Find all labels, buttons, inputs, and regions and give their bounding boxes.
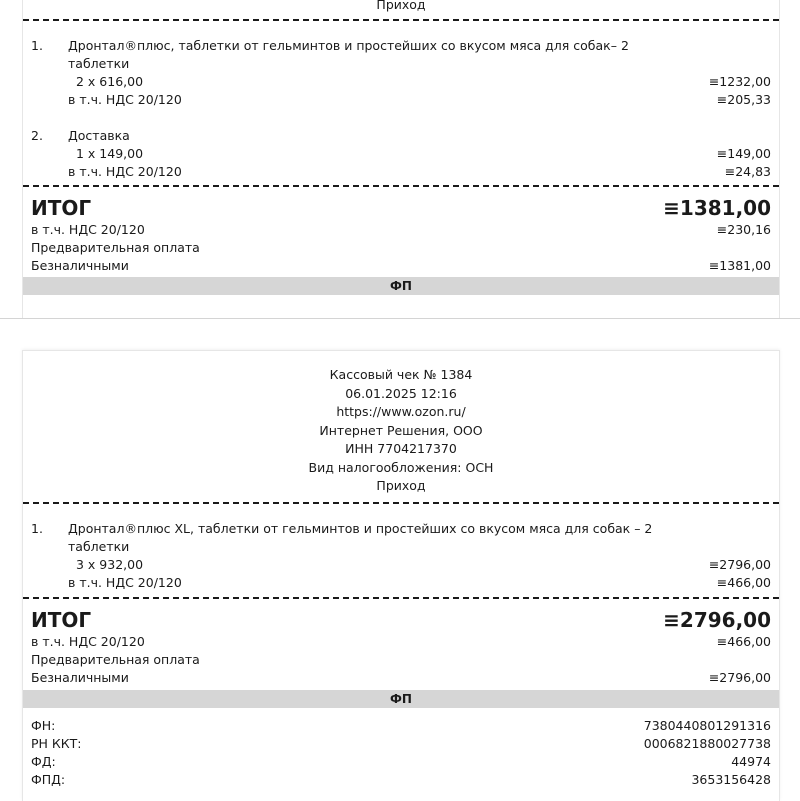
item-vat-label: в т.ч. НДС 20/120 — [68, 91, 182, 107]
receipt-datetime: 06.01.2025 12:16 — [345, 385, 457, 401]
receipt-1-operation: Приход — [376, 0, 426, 12]
fiscal-label: ФПД: — [31, 771, 66, 787]
fiscal-value: 0006821880027738 — [643, 735, 771, 751]
receipt-inn: ИНН 7704217370 — [345, 441, 457, 456]
cashless-label: Безналичными — [31, 257, 129, 273]
prepayment-label: Предварительная оплата — [31, 651, 200, 667]
item-vat: ≡466,00 — [716, 574, 771, 590]
fp-section-header: ФП — [23, 277, 779, 295]
item-sum: ≡149,00 — [716, 145, 771, 161]
screenshot-separator — [0, 318, 800, 351]
prepayment-label: Предварительная оплата — [31, 239, 200, 255]
cashless-amount: ≡1381,00 — [708, 257, 771, 273]
fiscal-value: 7380440801291316 — [643, 717, 771, 733]
total-amount: ≡2796,00 — [663, 607, 771, 632]
item-quantity-price: 2 x 616,00 — [76, 73, 144, 89]
total-label: ИТОГ — [31, 195, 92, 220]
receipt-1-item-2 — [23, 127, 779, 181]
item-quantity-price: 1 x 149,00 — [76, 145, 144, 161]
receipt-2-total — [23, 607, 779, 633]
cashless-label: Безналичными — [31, 669, 129, 685]
item-sum: ≡1232,00 — [708, 73, 771, 89]
receipt-1-total — [23, 195, 779, 221]
item-number: 1. — [31, 37, 43, 53]
fiscal-label: ФД: — [31, 753, 56, 769]
item-sum: ≡2796,00 — [708, 556, 771, 572]
total-vat-label: в т.ч. НДС 20/120 — [31, 633, 145, 649]
item-number: 1. — [31, 520, 43, 536]
total-vat: ≡466,00 — [716, 633, 771, 649]
receipt-1 — [22, 0, 780, 318]
receipt-title: Кассовый чек № 1384 — [329, 367, 473, 382]
receipt-company: Интернет Решения, ООО — [319, 422, 483, 438]
item-vat: ≡24,83 — [724, 163, 771, 179]
receipt-2-item-1 — [23, 520, 779, 592]
cashless-amount: ≡2796,00 — [708, 669, 771, 685]
item-vat: ≡205,33 — [716, 91, 771, 107]
receipt-1-item-1 — [23, 37, 779, 109]
receipt-operation: Приход — [376, 478, 426, 493]
item-name: Дронтал®плюс XL, таблетки от гельминтов и простейших со вкусом мяса для собак – 2 таблетки — [68, 520, 653, 554]
item-quantity-price: 3 x 932,00 — [76, 556, 144, 572]
item-vat-label: в т.ч. НДС 20/120 — [68, 163, 182, 179]
total-label: ИТОГ — [31, 607, 92, 632]
fiscal-label: ФН: — [31, 717, 56, 733]
fiscal-data — [23, 717, 779, 789]
fiscal-value: 44974 — [731, 753, 771, 769]
item-name: Доставка — [68, 127, 130, 143]
fp-section-header: ФП — [23, 690, 779, 708]
total-vat-label: в т.ч. НДС 20/120 — [31, 221, 145, 237]
fiscal-label: РН ККТ: — [31, 735, 82, 751]
fiscal-value: 3653156428 — [691, 771, 771, 787]
item-vat-label: в т.ч. НДС 20/120 — [68, 574, 182, 590]
total-vat: ≡230,16 — [716, 221, 771, 237]
receipt-tax-system: Вид налогообложения: ОСН — [308, 459, 494, 475]
receipt-2 — [22, 350, 780, 801]
item-number: 2. — [31, 127, 43, 143]
item-name: Дронтал®плюс, таблетки от гельминтов и простейших со вкусом мяса для собак– 2 таблетки — [68, 37, 629, 71]
total-amount: ≡1381,00 — [663, 195, 771, 220]
receipt-website: https://www.ozon.ru/ — [336, 404, 466, 419]
